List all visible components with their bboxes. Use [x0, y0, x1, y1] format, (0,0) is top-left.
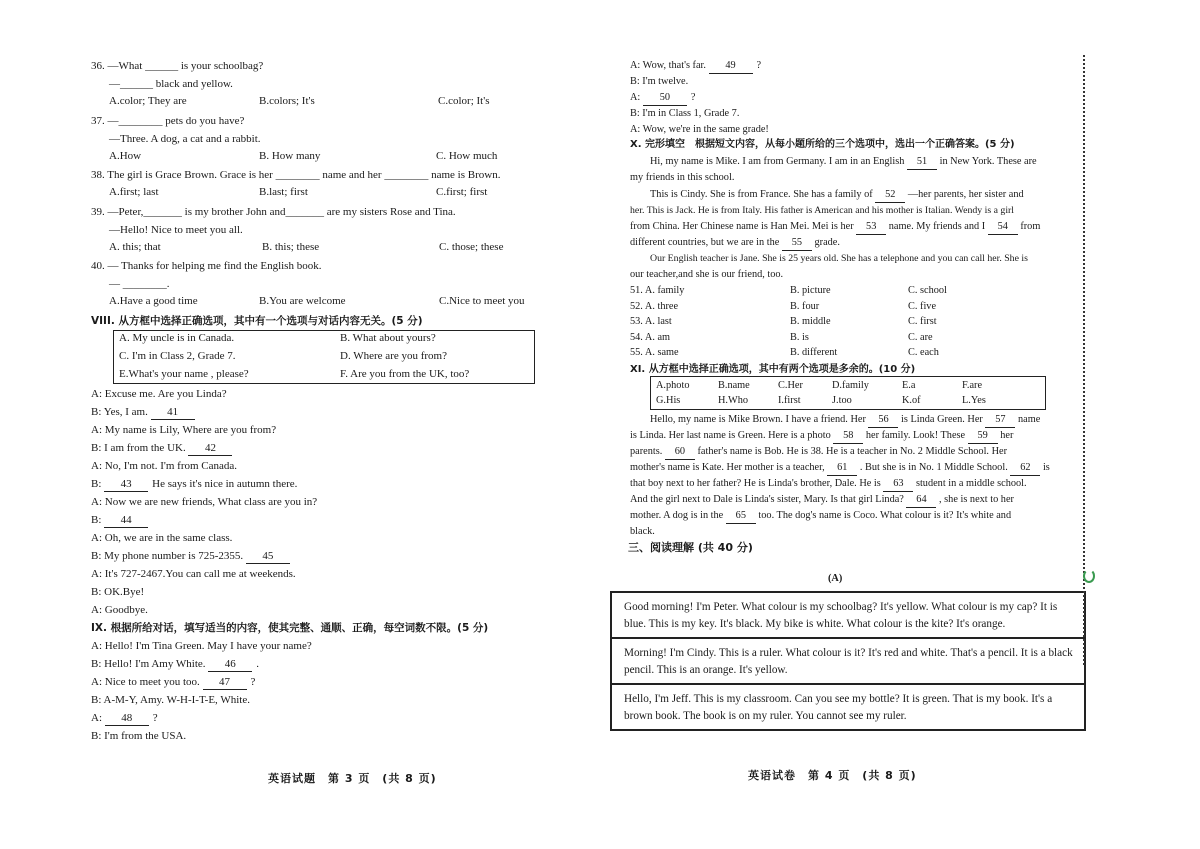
dialog-line: [91, 477, 297, 492]
right-page-footer: 英语试卷 第 4 页 (共 8 页): [748, 769, 917, 782]
sec11-box-option: L.Yes: [962, 395, 986, 406]
dialog-text: He says it's nice in autumn there.: [152, 478, 298, 490]
dialog-text: A: Wow, we're in the same grade!: [630, 124, 769, 135]
passage-text: Hello, my name is Mike Brown. I have a friend. Her: [650, 414, 866, 425]
passage-text: And the girl next to Dale is Linda's sister, Mary. Is that girl Linda?: [630, 494, 904, 505]
dialog-text: B: Hello! I'm Amy White.: [91, 658, 206, 670]
cloze-line-5: [630, 220, 1040, 235]
cloze-option-55-a: 55. A. same: [630, 347, 679, 358]
q40-option-a: A.Have a good time: [109, 295, 198, 307]
passage-line-8: black.: [630, 526, 655, 537]
passage-text: father's name is Bob. He is 38. He is a teacher in No. 2 Middle School. Her: [697, 446, 1008, 457]
blank-52[interactable]: 52: [875, 188, 905, 203]
dialog-text: B: OK.Bye!: [91, 586, 145, 598]
dialog-text: A: No, I'm not. I'm from Canada.: [91, 460, 238, 472]
dialog-line: [91, 495, 317, 509]
dialog-line: [91, 729, 186, 743]
dialog-line: [630, 107, 739, 121]
dialog-text: B: I'm in Class 1, Grade 7.: [630, 108, 740, 119]
cloze-line-2: my friends in this school.: [630, 172, 735, 183]
dialog-line: [91, 531, 232, 545]
blank-54[interactable]: 54: [988, 220, 1018, 235]
dialog-line: [91, 441, 232, 456]
q39-option-b: B. this; these: [262, 241, 320, 253]
passage-text: her family. Look! These: [865, 430, 966, 441]
dialog-line: [91, 459, 237, 473]
blank-63[interactable]: 63: [883, 477, 913, 492]
cloze-option-52-b: B. four: [790, 300, 820, 312]
cloze-option-53-a: 53. A. last: [630, 316, 672, 327]
dialog-line: [91, 405, 195, 420]
cloze-text: in New York. These are: [939, 156, 1037, 167]
cloze-text: This is Cindy. She is from France. She has a family of: [650, 189, 873, 200]
dialog-line: [630, 123, 769, 137]
passage-line-4: [630, 461, 1050, 476]
q36-option-b: B.colors; It's: [259, 95, 315, 107]
blank-45[interactable]: 45: [246, 549, 290, 564]
passage-text: is Linda Green. Her: [901, 414, 983, 425]
reading-a-label: (A): [828, 573, 843, 584]
q38-option-b: B.last; first: [259, 186, 308, 198]
blank-41[interactable]: 41: [151, 405, 195, 420]
section-11-title: XI. 从方框中选择正确选项，其中有两个选项是多余的。(10 分): [630, 364, 916, 375]
dialog-text: A: It's 727-2467.You can call me at weekends.: [91, 568, 296, 580]
passage-text: student in a middle school.: [915, 478, 1027, 489]
cloze-line-7: Our English teacher is Jane. She is 25 years old. She has a telephone and you can call her. She is: [650, 253, 1028, 264]
sec11-box-option: E.a: [902, 380, 916, 391]
cloze-text: from China. Her Chinese name is Han Mei. Mei is her: [630, 221, 854, 232]
blank-57[interactable]: 57: [985, 413, 1015, 428]
dialog-line: [91, 639, 312, 653]
passage-line-2: [630, 429, 1013, 444]
q39-stem: 39. —Peter,_______ is my brother John and_______ are my sisters Rose and Tina.: [91, 206, 456, 218]
sec11-box-option: B.name: [718, 380, 750, 391]
blank-65[interactable]: 65: [726, 509, 756, 524]
cloze-option-54-a: 54. A. am: [630, 331, 671, 343]
passage-line-1: [650, 413, 1040, 428]
passage-text: parents.: [630, 446, 663, 457]
q38-option-c: C.first; first: [436, 186, 488, 198]
cloze-line-1: [650, 155, 1037, 170]
dialog-text: A:: [91, 712, 102, 724]
cloze-text: name. My friends and I: [888, 221, 986, 232]
sec11-box-option: C.Her: [778, 380, 803, 391]
reading-paragraph-cindy: Morning! I'm Cindy. This is a ruler. What colour is it? It's red and white. That's a pencil. It is a black pencil. This is an orange. It's yellow.: [612, 639, 1084, 685]
sec8-option-f: F. Are you from the UK, too?: [340, 368, 470, 380]
q39-option-a: A. this; that: [109, 241, 161, 253]
blank-59[interactable]: 59: [968, 429, 998, 444]
dialog-text: B: My phone number is 725-2355.: [91, 550, 244, 562]
dialog-line: [91, 657, 259, 672]
blank-44[interactable]: 44: [104, 513, 148, 528]
sec8-option-e: E.What's your name , please?: [119, 368, 249, 380]
dialog-text: B: Yes, I am.: [91, 406, 148, 418]
passage-text: mother. A dog is in the: [630, 510, 724, 521]
q40-option-b: B.You are welcome: [259, 295, 346, 307]
cloze-option-55-c: C. each: [908, 347, 939, 358]
passage-text: name: [1017, 414, 1041, 425]
dialog-line: [91, 423, 276, 437]
dialog-text: B: I'm from the USA.: [91, 730, 187, 742]
dialog-line: [91, 585, 144, 599]
left-page-footer: 英语试题 第 3 页 (共 8 页): [268, 772, 437, 785]
q36-option-a: A.color; They are: [109, 95, 187, 107]
sec11-box-option: F.are: [962, 380, 983, 391]
cloze-option-51-b: B. picture: [790, 285, 831, 296]
blank-61[interactable]: 61: [827, 461, 857, 476]
cloze-line-8: our teacher,and she is our friend, too.: [630, 269, 784, 280]
cloze-text: —her parents, her sister and: [907, 189, 1024, 200]
cloze-option-53-b: B. middle: [790, 316, 831, 327]
dialog-text: A: Wow, that's far.: [630, 60, 706, 71]
dialog-text: A: Now we are new friends, What class are you in?: [91, 496, 318, 508]
dialog-text: B:: [91, 478, 102, 490]
blank-55[interactable]: 55: [782, 236, 812, 251]
q39-option-c: C. those; these: [439, 241, 504, 253]
cloze-option-53-c: C. first: [908, 316, 937, 327]
sec8-option-c: C. I'm in Class 2, Grade 7.: [119, 350, 236, 362]
passage-text: that boy next to her father? He is Linda's brother, Dale. He is: [630, 478, 881, 489]
reading-a-box: [610, 591, 1086, 731]
dialog-line: [91, 513, 148, 528]
sec11-box-option: I.first: [778, 395, 801, 406]
sec11-box-option: D.family: [832, 380, 869, 391]
q37-option-b: B. How many: [259, 150, 321, 162]
dialog-text: B: I'm twelve.: [630, 76, 689, 87]
cloze-option-55-b: B. different: [790, 347, 838, 358]
passage-text: too. The dog's name is Coco. What colour is it? It's white and: [758, 510, 1012, 521]
blank-48[interactable]: 48: [105, 711, 149, 726]
passage-text: . But she is in No. 1 Middle School.: [859, 462, 1008, 473]
blank-62[interactable]: 62: [1010, 461, 1040, 476]
q36-option-c: C.color; It's: [438, 95, 490, 107]
dialog-text: A: Oh, we are in the same class.: [91, 532, 233, 544]
reading-paragraph-peter: Good morning! I'm Peter. What colour is my schoolbag? It's yellow. What colour is my cap? It is blue. This is my key. It's black. My bike is white. What colour is the kite? It's orange.: [612, 593, 1084, 639]
q37-response: —Three. A dog, a cat and a rabbit.: [109, 133, 261, 145]
sec8-option-d: D. Where are you from?: [340, 350, 447, 362]
sec8-option-b: B. What about yours?: [340, 332, 436, 344]
blank-46[interactable]: 46: [208, 657, 252, 672]
passage-line-6: [630, 493, 1014, 508]
section-8-title: VIII. 从方框中选择正确选项，其中有一个选项与对话内容无关。(5 分): [91, 315, 423, 327]
dialog-line: [630, 91, 695, 106]
dialog-text: B: I am from the UK.: [91, 442, 186, 454]
q40-stem: 40. — Thanks for helping me find the English book.: [91, 260, 322, 272]
dialog-line: [91, 711, 158, 726]
green-ink-mark: [1083, 569, 1095, 583]
q37-option-a: A.How: [109, 150, 142, 162]
q38-stem: 38. The girl is Grace Brown. Grace is her ________ name and her ________ name is Brown.: [91, 169, 501, 181]
passage-text: is: [1042, 462, 1050, 473]
passage-text: her: [1000, 430, 1014, 441]
dialog-line: [91, 675, 255, 690]
cloze-text: Hi, my name is Mike. I am from Germany. I am in an English: [650, 156, 905, 167]
sec8-option-a: A. My uncle is in Canada.: [119, 332, 235, 344]
cloze-line-4: her. This is Jack. He is from Italy. His father is American and his mother is Italian. Wendy is a girl: [630, 205, 1015, 216]
cloze-option-54-c: C. are: [908, 331, 933, 343]
dialog-text: A: Nice to meet you too.: [91, 676, 200, 688]
section-9-title: IX. 根据所给对话，填写适当的内容，使其完整、通顺、正确，每空词数不限。(5 分): [91, 622, 489, 634]
sec11-box-option: J.too: [832, 395, 852, 406]
dialog-text: A: Excuse me. Are you Linda?: [91, 388, 227, 400]
dialog-line: [630, 59, 761, 74]
blank-50[interactable]: 50: [643, 91, 687, 106]
blank-56[interactable]: 56: [868, 413, 898, 428]
sec11-box-option: A.photo: [656, 380, 690, 391]
dialog-line: [91, 693, 250, 707]
dialog-text: A: Goodbye.: [91, 604, 148, 616]
cloze-option-54-b: B. is: [790, 331, 809, 343]
passage-line-3: [630, 445, 1007, 460]
cloze-line-6: [630, 236, 840, 251]
cloze-text: different countries, but we are in the: [630, 237, 780, 248]
cloze-option-51-a: 51. A. family: [630, 285, 685, 296]
blank-43[interactable]: 43: [104, 477, 148, 492]
section-3-title: 三、阅读理解 (共 40 分): [628, 541, 753, 554]
dialog-text: A: Hello! I'm Tina Green. May I have your name?: [91, 640, 312, 652]
q36-stem: 36. —What ______ is your schoolbag?: [91, 60, 264, 72]
cloze-text: from: [1020, 221, 1041, 232]
section-10-title: X. 完形填空 根据短文内容，从每小题所给的三个选项中，选出一个正确答案。(5 分): [630, 139, 1015, 150]
cloze-line-3: [650, 188, 1024, 203]
dialog-text: ?: [250, 676, 256, 688]
blank-58[interactable]: 58: [833, 429, 863, 444]
cloze-text: grade.: [814, 237, 840, 248]
q37-option-c: C. How much: [436, 150, 498, 162]
dialog-line: [91, 603, 148, 617]
cloze-option-52-a: 52. A. three: [630, 300, 679, 312]
blank-51[interactable]: 51: [907, 155, 937, 170]
passage-text: mother's name is Kate. Her mother is a teacher,: [630, 462, 825, 473]
dialog-text: ?: [756, 60, 762, 71]
dialog-text: B:: [91, 514, 102, 526]
dialog-line: [91, 549, 290, 564]
dialog-text: ?: [690, 92, 696, 103]
blank-47[interactable]: 47: [203, 675, 247, 690]
q38-option-a: A.first; last: [109, 186, 159, 198]
passage-line-5: [630, 477, 1027, 492]
passage-text: is Linda. Her last name is Green. Here is a photo: [630, 430, 831, 441]
cloze-option-51-c: C. school: [908, 285, 947, 296]
sec11-box-option: K.of: [902, 395, 921, 406]
blank-64[interactable]: 64: [906, 493, 936, 508]
sec11-box-option: G.His: [656, 395, 681, 406]
dialog-text: B: A-M-Y, Amy. W-H-I-T-E, White.: [91, 694, 250, 706]
q40-response: — ________.: [109, 278, 170, 290]
sec11-box-option: H.Who: [718, 395, 749, 406]
dialog-line: [91, 567, 296, 581]
dialog-text: ?: [152, 712, 158, 724]
dialog-text: A:: [630, 92, 641, 103]
blank-42[interactable]: 42: [188, 441, 232, 456]
dialog-text: .: [256, 658, 260, 670]
blank-53[interactable]: 53: [856, 220, 886, 235]
q40-option-c: C.Nice to meet you: [439, 295, 525, 307]
passage-text: , she is next to her: [939, 494, 1014, 505]
reading-paragraph-jeff: Hello, I'm Jeff. This is my classroom. Can you see my bottle? It is green. That is my book. It's a brown book. The book is on my ruler. You cannot see my ruler.: [624, 693, 1053, 722]
dialog-line: [630, 75, 688, 89]
blank-60[interactable]: 60: [665, 445, 695, 460]
q39-response: —Hello! Nice to meet you all.: [109, 224, 243, 236]
q37-stem: 37. —________ pets do you have?: [91, 115, 245, 127]
blank-49[interactable]: 49: [709, 59, 753, 74]
passage-line-7: [630, 509, 1011, 524]
dialog-text: A: My name is Lily, Where are you from?: [91, 424, 277, 436]
dialog-line: [91, 387, 227, 401]
q36-response: —______ black and yellow.: [109, 78, 233, 90]
cloze-option-52-c: C. five: [908, 300, 937, 312]
